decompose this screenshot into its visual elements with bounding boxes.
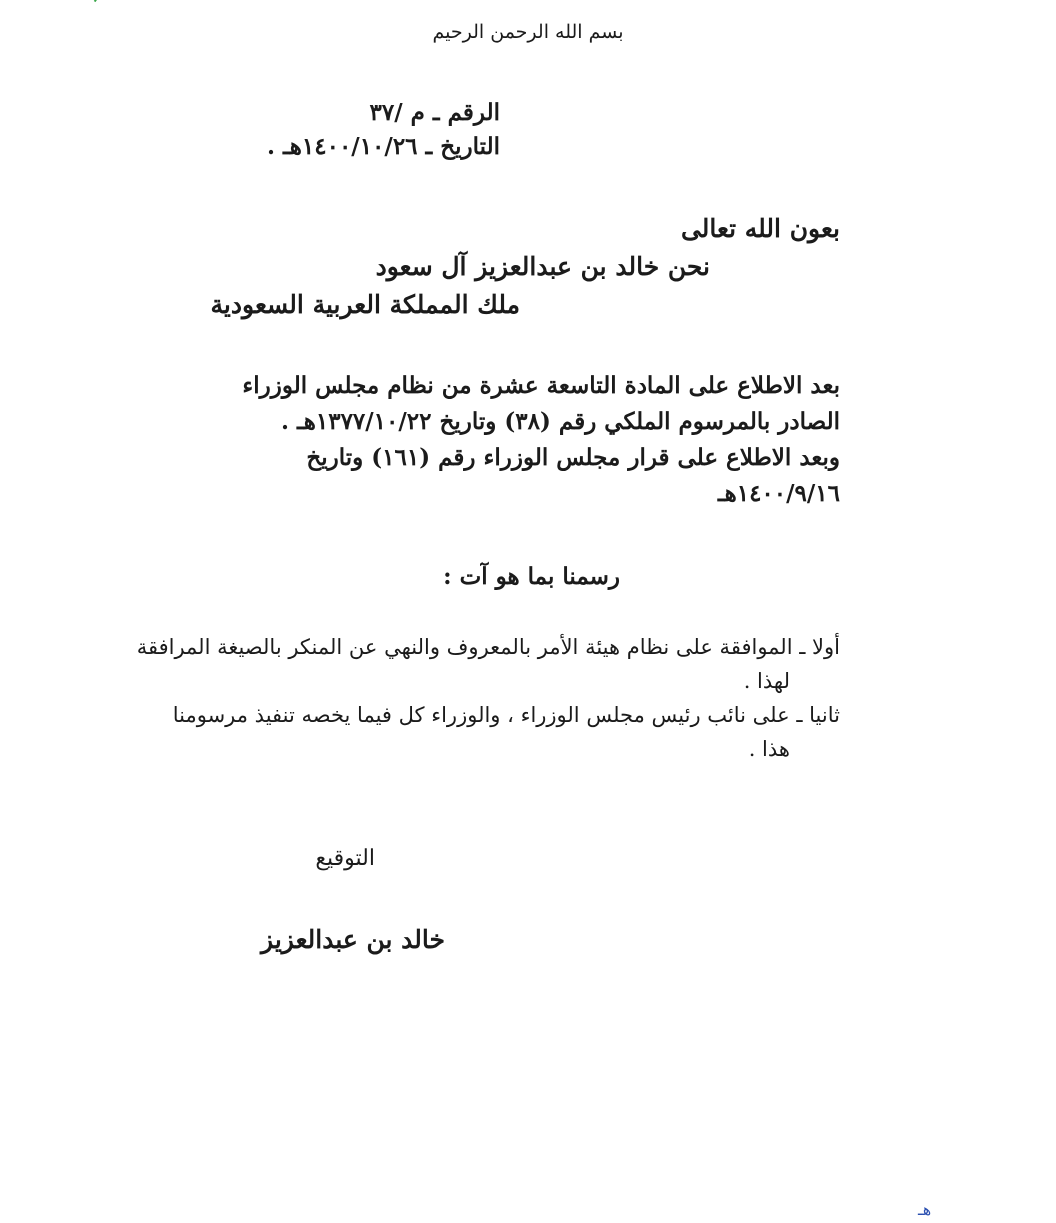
opening-block — [150, 210, 840, 324]
corner-ink-mark: هـ — [918, 1200, 932, 1219]
reference-number: الرقم ـ م /٣٧ — [369, 99, 500, 126]
article-second: ثانيا ـ على نائب رئيس مجلس الوزراء ، والوزراء كل فيما يخصه تنفيذ مرسومنا — [172, 703, 840, 727]
preamble-line: بعد الاطلاع على المادة التاسعة عشرة من نظام مجلس الوزراء — [242, 372, 840, 399]
articles — [136, 630, 840, 766]
reference-date: التاريخ ـ ١٤٠٠/١٠/٢٦هـ . — [267, 133, 500, 160]
preamble-line: وبعد الاطلاع على قرار مجلس الوزراء رقم (١٦١) وتاريخ — [306, 444, 840, 471]
reference-block — [200, 96, 500, 164]
preamble-line: الصادر بالمرسوم الملكي رقم (٣٨) وتاريخ ١٣٧٧/١٠/٢٢هـ . — [280, 408, 840, 435]
preamble-line: ١٤٠٠/٩/١٦هـ — [717, 480, 840, 507]
sovereign-name: نحن خالد بن عبدالعزيز آل سعود — [375, 252, 710, 281]
article-second-continuation: هذا . — [748, 737, 790, 761]
green-pen-mark — [94, 0, 118, 12]
signature-name: خالد بن عبدالعزيز — [261, 925, 445, 954]
basmala-header: بسم الله الرحمن الرحيم — [432, 21, 624, 43]
signature-label: التوقيع — [315, 846, 375, 871]
article-first-continuation: لهذا . — [743, 669, 790, 693]
invocation: بعون الله تعالى — [680, 214, 840, 243]
preamble — [150, 368, 840, 512]
decree-heading: رسمنا بما هو آت : — [443, 563, 620, 590]
sovereign-title: ملك المملكة العربية السعودية — [210, 290, 520, 319]
article-first: أولا ـ الموافقة على نظام هيئة الأمر بالمعروف والنهي عن المنكر بالصيغة المرافقة — [136, 635, 840, 659]
